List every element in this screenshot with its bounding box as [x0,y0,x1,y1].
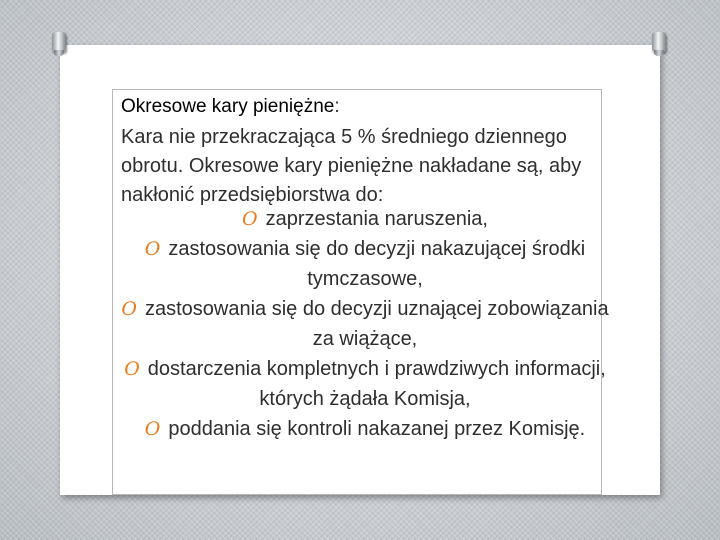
bullet-marker-icon: O [144,418,161,440]
pin-icon-right [652,32,666,52]
list-item [115,234,615,294]
bullet-text: dostarczenia kompletnych i prawdziwych informacji, których żądała Komisja, [147,358,606,410]
bullet-text: zaprzestania naruszenia, [265,208,488,230]
bullet-text: zastosowania się do decyzji nakazującej środki tymczasowe, [168,238,586,290]
list-item [115,204,615,234]
slide-heading [121,92,340,121]
bullet-text: poddania się kontroli nakazanej przez Komisję. [168,418,586,440]
list-item [115,354,615,414]
bullet-marker-icon: O [124,358,140,380]
intro-paragraph: Kara nie przekraczająca 5 % średniego dziennego obrotu. Okresowe kary pieniężne nakładane są, aby nakłonić przedsiębiorstwa do: [121,126,582,206]
bullet-list [115,204,615,444]
list-item [115,294,615,354]
list-item [115,414,615,444]
heading-label: Okresowe kary pieniężne [121,96,335,117]
pin-icon-left [52,32,66,52]
bullet-marker-icon: O [121,298,137,320]
heading-colon: : [334,96,340,117]
bullet-marker-icon: O [144,238,161,260]
bullet-text: zastosowania się do decyzji uznającej zobowiązania za wiążące, [144,298,609,350]
bullet-marker-icon: O [242,208,258,230]
